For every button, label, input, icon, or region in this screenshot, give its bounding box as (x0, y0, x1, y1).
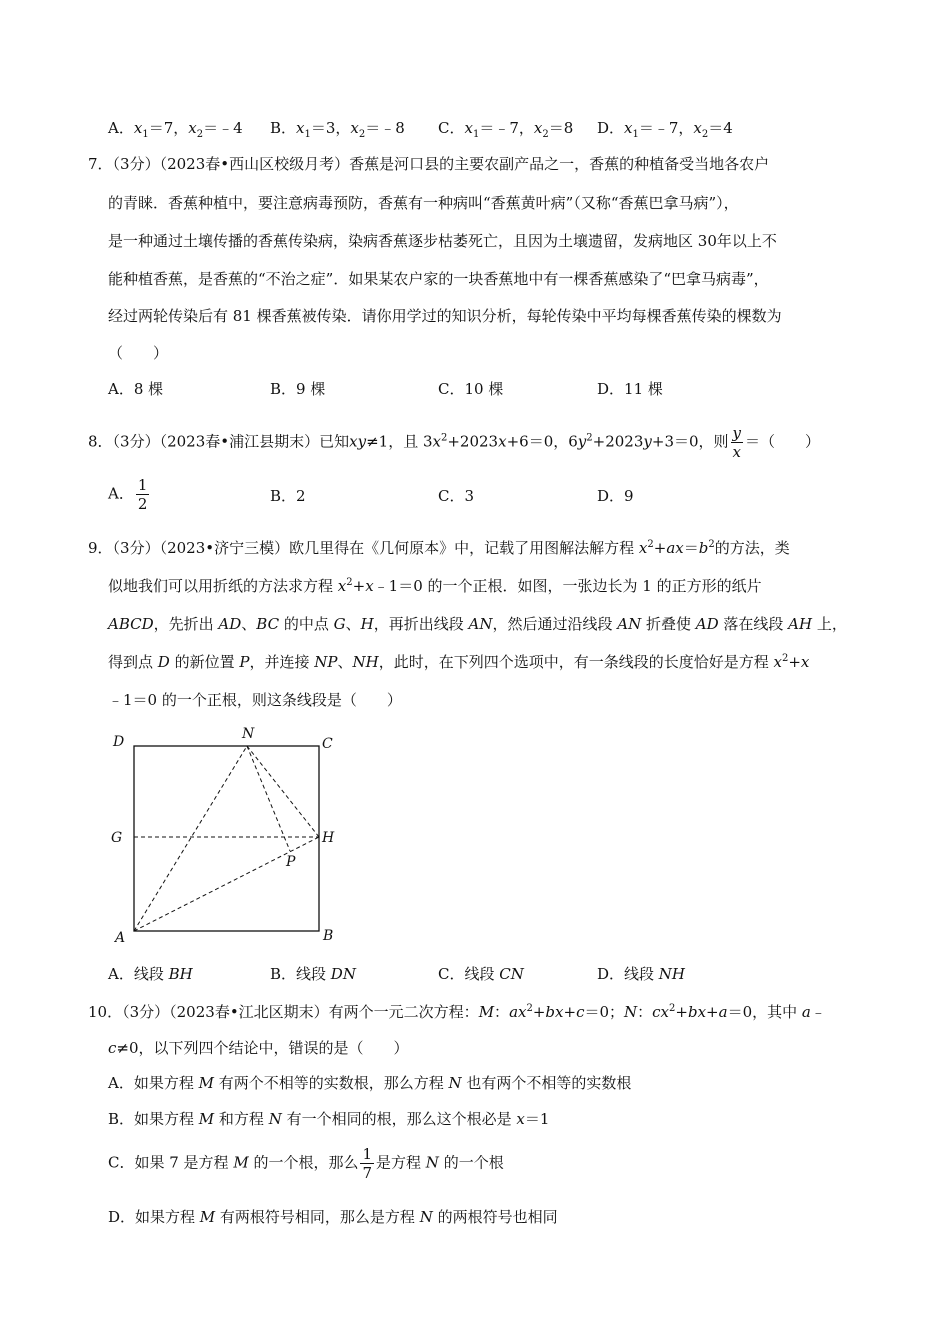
q7-option-d: D．11 棵 (597, 380, 663, 398)
q10-number: 10． (88, 1003, 123, 1021)
q9-option-c: C．线段 CN (438, 965, 524, 983)
label-p: P (286, 854, 296, 870)
q9-option-b: B．线段 DN (270, 965, 356, 983)
q10-line-2: c≠0，以下列四个结论中，错误的是（ ） (108, 1039, 409, 1057)
label-d: D (113, 734, 125, 750)
q8-number: 8． (88, 432, 113, 451)
q7-line-5: 经过两轮传染后有 81 棵香蕉被传染．请你用学过的知识分析，每轮传染中平均每棵香蕉传染的棵数为 (108, 307, 782, 325)
q8-option-b: B．2 (270, 487, 306, 505)
q7-line-1: 7．（3分）（2023春•西山区校级月考）香蕉是河口县的主要农副产品之一，香蕉的种植备受当地各农户 (88, 155, 770, 173)
segment-ah (134, 837, 319, 931)
label-a: A (115, 930, 126, 946)
q8-option-d: D．9 (597, 487, 634, 505)
label-c: C (322, 736, 333, 752)
q7-number: 7． (88, 155, 113, 173)
q9-line-4: 得到点 D 的新位置 P，并连接 NP、NH，此时，在下列四个选项中，有一条线段的长度恰好是方程 $x^2+x$ (108, 653, 810, 671)
label-b: B (323, 928, 334, 944)
q7-line-6: （ ） (108, 344, 169, 362)
one-seventh-fraction: $\frac{1}{7}$ (362, 1145, 373, 1182)
q7-line-4: 能种植香蕉，是香蕉的“不治之症”．如果某农户家的一块香蕉地中有一棵香蕉感染了“巴拿马病毒”， (108, 270, 769, 288)
q10-option-d: D．如果方程 M 有两根符号相同，那么是方程 N 的两根符号也相同 (108, 1208, 558, 1226)
q9-line-2: 似地我们可以用折纸的方法求方程 $x^2+x﹣1=0$ 的一个正根．如图，一张边长为 1 的正方形的纸片 (108, 577, 762, 595)
q9-geometry-figure (105, 720, 345, 950)
q9-option-d: D．线段 NH (597, 965, 686, 983)
q10-option-a: A．如果方程 M 有两个不相等的实数根，那么方程 N 也有两个不相等的实数根 (108, 1074, 632, 1092)
one-half-fraction: $\frac{1}{2}$ (137, 476, 148, 513)
q9-option-a: A．线段 BH (108, 965, 193, 983)
q6-option-b: B．$x_1=3$，$x_2=﹣8$ (270, 119, 405, 140)
q8-line-1: 8．（3分）（2023春•浦江县期末）已知xy≠1，且 $3x^2+2023x+6=0$，$6y^2+2023y+3=0$，则 $\frac{y}{x}$ ＝（ ） (88, 424, 821, 461)
segment-nh (247, 746, 319, 837)
q9-line-3: ABCD，先折出 AD、BC 的中点 G、H，再折出线段 AN，然后通过沿线段 AN 折叠使 AD 落在线段 AH 上， (108, 615, 847, 633)
segment-np (247, 746, 290, 851)
q6-option-c: C．$x_1=﹣7$，$x_2=8$ (438, 119, 574, 140)
q7-source: （2023春•西山区校级月考） (159, 155, 350, 173)
label-g: G (111, 830, 123, 846)
q10-line-1: 10．（3分）（2023春•江北区期末）有两个一元二次方程：M：$ax^2+bx+c=0$；N：$cx^2+bx+a=0$，其中 a﹣ (88, 1003, 826, 1021)
q7-option-c: C．10 棵 (438, 380, 504, 398)
label-n: N (242, 726, 255, 742)
q7-score: （3分） (112, 155, 160, 173)
q7-line-2: 的青睐．香蕉种植中，要注意病毒预防，香蕉有一种病叫“香蕉黄叶病”（又称“香蕉巴拿马病”）， (108, 194, 739, 212)
q8-option-a: A． $\frac{1}{2}$ (108, 476, 148, 513)
label-h: H (322, 830, 335, 846)
q7-option-b: B．9 棵 (270, 380, 326, 398)
q9-number: 9． (88, 539, 113, 557)
q6-option-a: A．$x_1=7$，$x_2=﹣4$ (108, 119, 243, 140)
q9-line-1: 9．（3分）（2023•济宁三模）欧几里得在《几何原本》中，记载了用图解法解方程 $x^2+ax=b^2$的方法，类 (88, 539, 790, 557)
q7-option-a: A．8 棵 (108, 380, 164, 398)
q7-line-3: 是一种通过土壤传播的香蕉传染病，染病香蕉逐步枯萎死亡，且因为土壤遗留，发病地区 30年以上不 (108, 232, 777, 250)
q6-option-d: D．$x_1=﹣7$，$x_2=4$ (597, 119, 733, 140)
segment-an (134, 746, 247, 931)
q8-option-c: C．3 (438, 487, 475, 505)
square-abcd (134, 746, 319, 931)
q9-line-5: ﹣1＝0 的一个正根，则这条线段是（ ） (108, 691, 402, 709)
y-over-x-fraction: $\frac{y}{x}$ (732, 424, 742, 461)
q10-option-c: C．如果 7 是方程 M 的一个根，那么 $\frac{1}{7}$ 是方程 N 的一个根 (108, 1145, 504, 1182)
q10-option-b: B．如果方程 M 和方程 N 有一个相同的根，那么这个根必是 x＝1 (108, 1110, 550, 1128)
